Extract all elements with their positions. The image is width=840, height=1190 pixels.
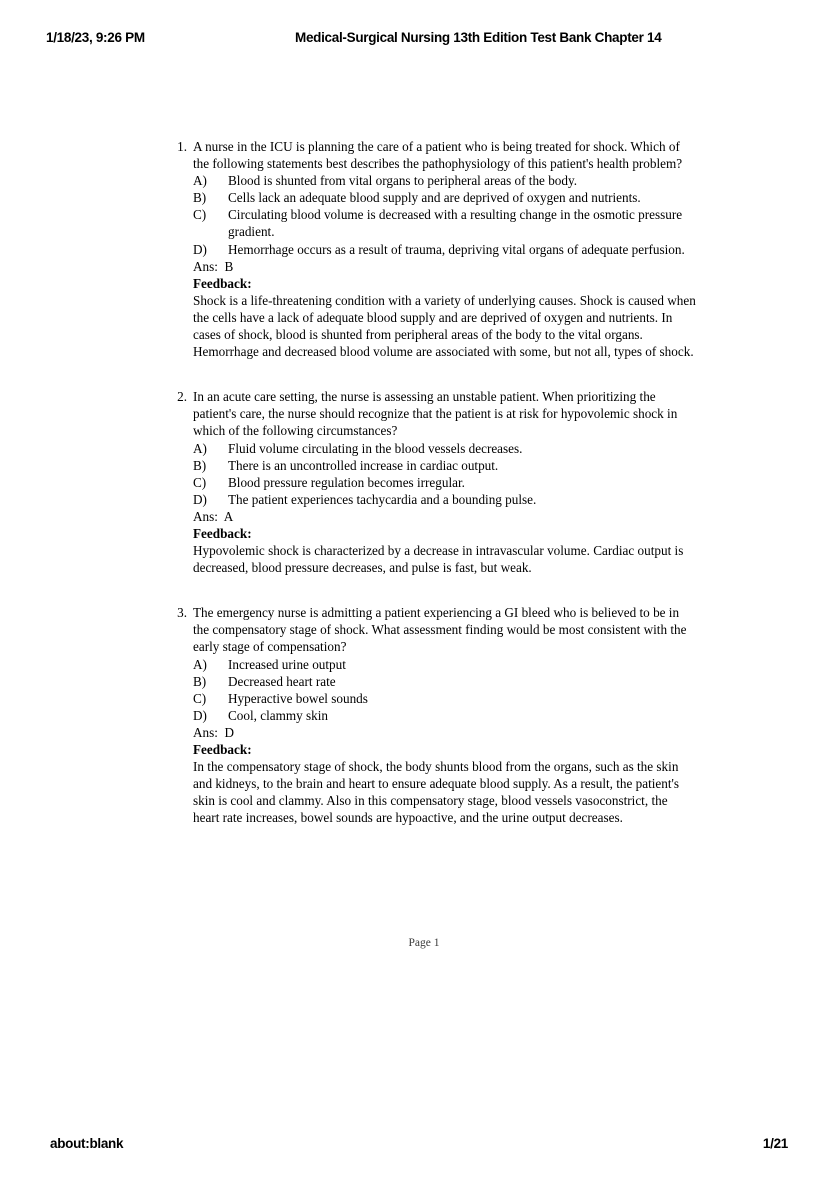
question-stem bbox=[172, 138, 696, 172]
option-row[interactable] bbox=[172, 491, 696, 508]
feedback-text: Hypovolemic shock is characterized by a decrease in intravascular volume. Cardiac output is decreased, blood pressure decreases, and pulse is fast, but weak. bbox=[193, 543, 684, 576]
print-page-indicator: 1/21 bbox=[762, 1136, 788, 1151]
option-row[interactable] bbox=[172, 707, 696, 724]
print-document-title: Medical-Surgical Nursing 13th Edition Test Bank Chapter 14 bbox=[295, 30, 662, 45]
option-letter: D) bbox=[193, 241, 207, 257]
option-text: Decreased heart rate bbox=[228, 673, 336, 689]
option-letter: D) bbox=[193, 491, 207, 507]
option-letter: C) bbox=[193, 207, 207, 223]
option-letter: B) bbox=[193, 190, 207, 206]
option-row[interactable] bbox=[172, 673, 696, 690]
question-text: A nurse in the ICU is planning the care of a patient who is being treated for shock. Which of the following statements best describes the pathophysiology of this patient's health problem? bbox=[193, 139, 683, 172]
answer-options bbox=[172, 656, 696, 724]
answer-options bbox=[172, 172, 696, 257]
feedback-text: Shock is a life-threatening condition with a variety of underlying causes. Shock is caused when the cells have a lack of adequate blood supply and are deprived of oxygen and nutrients. In cases of shock, blood is shunted from peripheral areas of the body to the vital organs. Hemorrhage and decreased blood volume are associated with some, but not all, types of shock. bbox=[193, 292, 696, 360]
answer-line: Ans: B bbox=[193, 258, 234, 274]
option-row[interactable] bbox=[172, 241, 696, 258]
option-text: Hemorrhage occurs as a result of trauma, depriving vital organs of adequate perfusion. bbox=[228, 241, 685, 257]
option-text: Blood is shunted from vital organs to peripheral areas of the body. bbox=[228, 173, 578, 189]
option-text: There is an uncontrolled increase in cardiac output. bbox=[228, 457, 499, 473]
feedback-label: Feedback: bbox=[193, 275, 252, 291]
option-text: The patient experiences tachycardia and a bounding pulse. bbox=[228, 491, 537, 507]
browser-print-footer bbox=[0, 1136, 840, 1156]
option-row[interactable] bbox=[172, 457, 696, 474]
option-row[interactable] bbox=[172, 690, 696, 707]
feedback-label: Feedback: bbox=[193, 742, 252, 757]
question-number: 3. bbox=[177, 605, 187, 621]
page-marker-label: Page 1 bbox=[408, 937, 440, 949]
option-row[interactable] bbox=[172, 189, 696, 206]
browser-print-header bbox=[0, 30, 840, 50]
page-marker bbox=[0, 937, 840, 949]
option-letter: D) bbox=[193, 707, 207, 723]
option-letter: C) bbox=[193, 690, 207, 706]
option-row[interactable] bbox=[172, 656, 696, 673]
option-letter: A) bbox=[193, 440, 207, 456]
question-block bbox=[172, 604, 696, 826]
option-text: Hyperactive bowel sounds bbox=[228, 690, 368, 706]
question-block bbox=[172, 388, 696, 576]
option-text: Increased urine output bbox=[228, 656, 346, 672]
print-timestamp: 1/18/23, 9:26 PM bbox=[46, 30, 145, 45]
option-text: Fluid volume circulating in the blood vessels decreases. bbox=[228, 440, 523, 456]
question-stem bbox=[172, 388, 696, 439]
option-row[interactable] bbox=[172, 206, 696, 240]
option-text: Cool, clammy skin bbox=[228, 707, 329, 723]
print-source-url: about:blank bbox=[50, 1136, 124, 1151]
question-text: The emergency nurse is admitting a patient experiencing a GI bleed who is believed to be in the compensatory stage of shock. What assessment finding would be most consistent with the early stage of compensation? bbox=[193, 605, 687, 655]
option-row[interactable] bbox=[172, 172, 696, 189]
option-row[interactable] bbox=[172, 440, 696, 457]
answer-options bbox=[172, 440, 696, 508]
option-letter: A) bbox=[193, 656, 207, 672]
feedback-label: Feedback: bbox=[193, 525, 252, 541]
option-text: Blood pressure regulation becomes irregular. bbox=[228, 474, 465, 490]
question-number: 2. bbox=[177, 389, 187, 405]
answer-line: Ans: D bbox=[193, 724, 235, 740]
document-content bbox=[172, 138, 696, 826]
option-text: Cells lack an adequate blood supply and are deprived of oxygen and nutrients. bbox=[228, 190, 641, 206]
feedback-text: In the compensatory stage of shock, the body shunts blood from the organs, such as the skin and kidneys, to the brain and heart to ensure adequate blood supply. As a result, the patient's skin is cool and clammy. Also in this compensatory stage, blood vessels vasoconstrict, the heart rate increases, bowel sounds are hypoactive, and the urine output decreases. bbox=[193, 759, 680, 826]
question-block bbox=[172, 138, 696, 360]
question-number: 1. bbox=[177, 139, 187, 154]
option-letter: B) bbox=[193, 673, 207, 689]
option-letter: A) bbox=[193, 173, 207, 189]
question-stem bbox=[172, 604, 696, 655]
option-text: Circulating blood volume is decreased with a resulting change in the osmotic pressure gradient. bbox=[228, 207, 683, 240]
option-letter: C) bbox=[193, 474, 207, 490]
option-row[interactable] bbox=[172, 474, 696, 491]
answer-line: Ans: A bbox=[193, 508, 234, 524]
option-letter: B) bbox=[193, 457, 207, 473]
question-text: In an acute care setting, the nurse is assessing an unstable patient. When prioritizing the patient's care, the nurse should recognize that the patient is at risk for hypovolemic shock in which of the following circumstances? bbox=[193, 389, 678, 439]
